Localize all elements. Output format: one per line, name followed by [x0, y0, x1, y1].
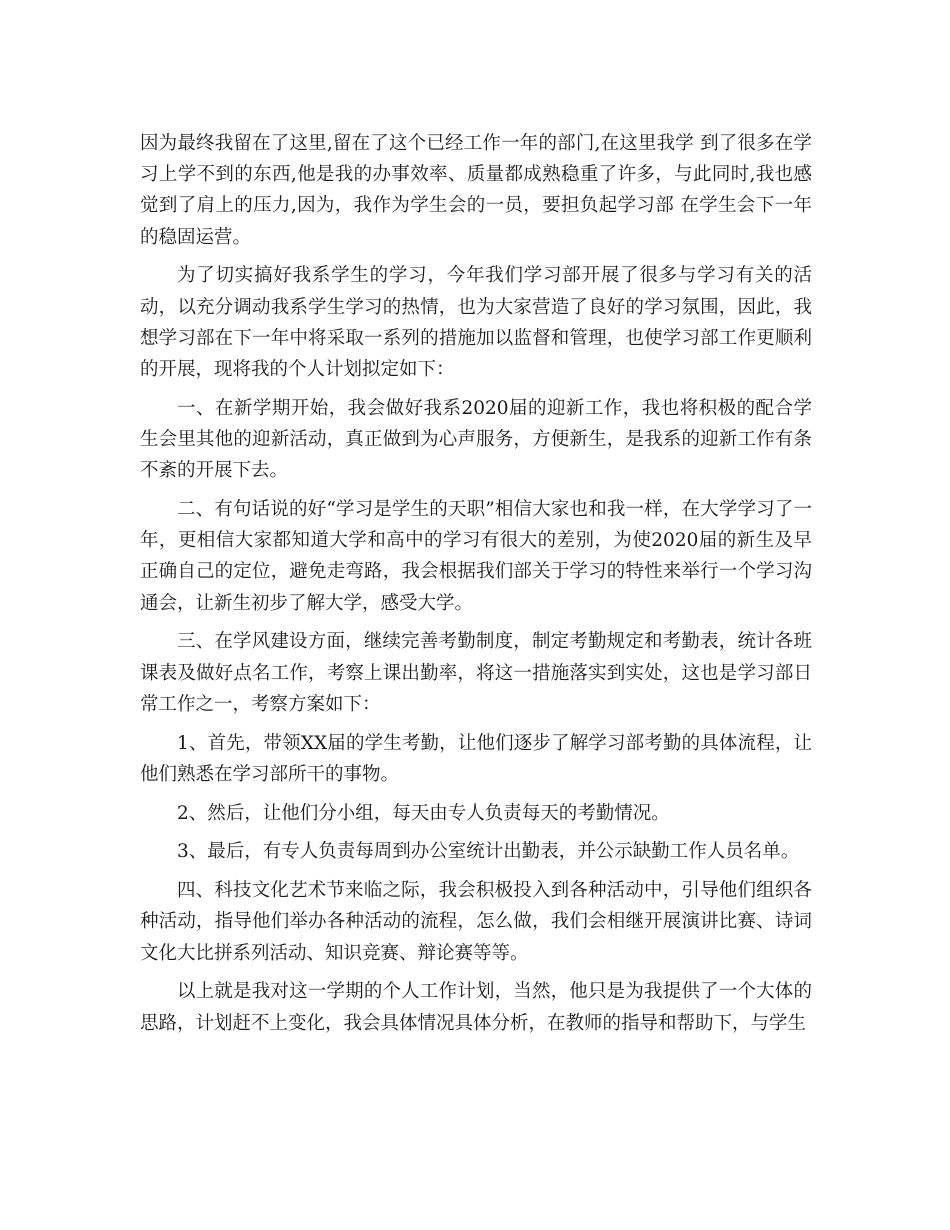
paragraph-10: 以上就是我对这一学期的个人工作计划，当然，他只是为我提供了一个大体的思路，计划赶不上变化，我会具体情况具体分析，在教师的指导和帮助下，与学生 [140, 981, 812, 1034]
paragraph-3: 一、在新学期开始，我会做好我系2020届的迎新工作，我也将积极的配合学生会里其他的迎新活动，真正做到为心声服务，方便新生，是我系的迎新工作有条不紊的开展下去。 [140, 397, 812, 482]
document-body [140, 128, 812, 1046]
paragraph-4: 二、有句话说的好“学习是学生的天职”相信大家也和我一样，在大学学习了一年，更相信大家都知道大学和高中的学习有很大的差别，为使2020届的新生及早正确自己的定位，避免走弯路，我会根据我们部关于学习的特性来举行一个学习沟通会，让新生初步了解大学，感受大学。 [140, 499, 812, 614]
paragraph-6: 1、首先，带领XX届的学生考勤，让他们逐步了解学习部考勤的具体流程，让他们熟悉在学习部所干的事物。 [140, 732, 812, 785]
paragraph-8: 3、最后，有专人负责每周到办公室统计出勤表，并公示缺勤工作人员名单。 [177, 841, 800, 863]
paragraph-1: 因为最终我留在了这里,留在了这个已经工作一年的部门,在这里我学 到了很多在学习上学不到的东西,他是我的办事效率、质量都成熟稳重了许多，与此同时,我也感觉到了肩上的压力,因为，我作为学生会的一员，要担负起学习部 在学生会下一年的稳固运营。 [140, 133, 812, 248]
paragraph-2: 为了切实搞好我系学生的学习，今年我们学习部开展了很多与学习有关的活动，以充分调动我系学生学习的热情，也为大家营造了良好的学习氛围，因此，我想学习部在下一年中将采取一系列的措施加以监督和管理，也使学习部工作更顺利的开展，现将我的个人计划拟定如下： [140, 265, 812, 381]
paragraph-7: 2、然后，让他们分小组，每天由专人负责每天的考勤情况。 [177, 802, 670, 824]
paragraph-5: 三、在学风建设方面，继续完善考勤制度，制定考勤规定和考勤表，统计各班课表及做好点名工作，考察上课出勤率，将这一措施落实到实处，这也是学习部日常工作之一，考察方案如下： [140, 631, 812, 715]
paragraph-9: 四、科技文化艺术节来临之际，我会积极投入到各种活动中，引导他们组织各种活动，指导他们举办各种活动的流程，怎么做，我们会相继开展演讲比赛、诗词文化大比拼系列活动、知识竞赛、辩论赛等等。 [140, 880, 812, 964]
